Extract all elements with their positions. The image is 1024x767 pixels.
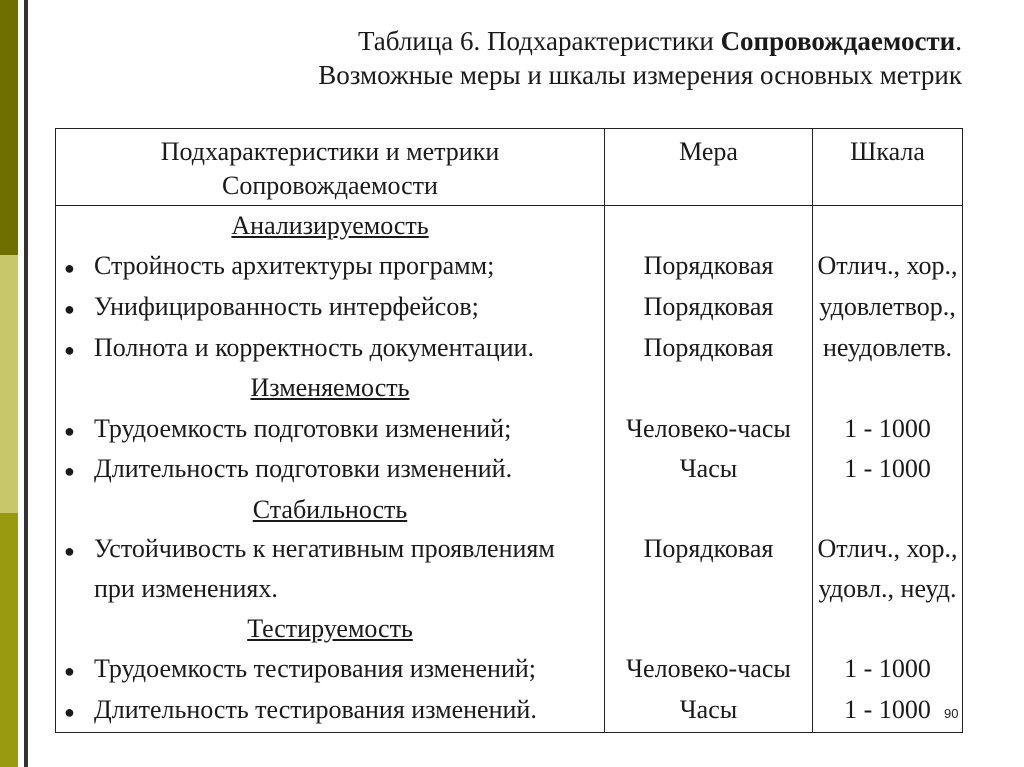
metrics-table [55,128,963,733]
metric-item [56,246,604,286]
page-number: 90 [944,706,959,721]
header-measure: Мера [605,129,813,206]
bullet-icon: ● [64,541,75,562]
metric-item [56,529,604,569]
section-heading: Анализируемость [231,211,429,240]
header-col1-line2: Сопровождаемости [222,171,438,200]
decor-bar-bottom [0,513,18,767]
column-scale [813,206,963,733]
metric-label: Стройность архитектуры программ; [94,251,495,280]
metric-label: Полнота и корректность документации. [94,333,534,362]
decor-bar-middle [0,255,18,513]
title-suffix: . [955,26,962,56]
bullet-icon: ● [64,421,75,442]
scale-value: 1 - 1000 [844,654,931,683]
measure-value: Часы [679,695,738,724]
table-body-row [56,206,963,733]
header-scale: Шкала [813,129,963,206]
metric-label: Трудоемкость тестирования изменений; [94,654,537,683]
scale-value: 1 - 1000 [844,454,931,483]
measure-value: Порядковая [643,292,774,321]
measure-value: Человеко-часы [626,414,791,443]
metric-item [56,409,604,449]
metric-item [56,449,604,489]
title-prefix: Таблица 6. Подхарактеристики [357,26,721,56]
metric-label: Унифицированность интерфейсов; [94,292,479,321]
title-line-1 [0,24,962,58]
metric-item [56,649,604,689]
section-heading: Стабильность [252,495,408,524]
bullet-icon: ● [64,340,75,361]
slide-title [0,24,1024,92]
bullet-icon: ● [64,702,75,723]
measure-value: Порядковая [643,251,774,280]
scale-value: Отлич., хор., [817,534,958,563]
metric-label: Трудоемкость подготовки изменений; [94,414,512,443]
column-metrics [56,206,605,733]
column-measure [605,206,813,733]
measure-value: Порядковая [643,333,774,362]
metric-label: Длительность тестирования изменений. [94,695,537,724]
scale-value: неудовлетв. [823,333,952,362]
decor-vertical-line [24,0,28,767]
bullet-icon: ● [64,299,75,320]
scale-value: 1 - 1000 [844,414,931,443]
scale-value: удовлетвор., [819,292,956,321]
header-subcharacteristics [56,129,605,206]
bullet-icon: ● [64,258,75,279]
scale-value: Отлич., хор., [817,251,958,280]
bullet-icon: ● [64,661,75,682]
metric-label: Устойчивость к негативным проявлениям [94,534,555,563]
measure-value: Часы [679,454,738,483]
title-bold: Сопровождаемости [720,26,956,56]
metric-item [56,328,604,368]
header-col1-line1: Подхарактеристики и метрики [160,137,500,166]
scale-value: 1 - 1000 [844,695,931,724]
metric-item [56,690,604,730]
section-heading: Изменяемость [250,373,410,402]
table-header-row [56,129,963,206]
measure-value: Человеко-часы [626,654,791,683]
scale-value: удовл., неуд. [818,574,957,603]
title-line-2: Возможные меры и шкалы измерения основных метрик [318,60,962,90]
measure-value: Порядковая [643,534,774,563]
metric-label: Длительность подготовки изменений. [94,454,513,483]
section-heading: Тестируемость [247,614,413,643]
metric-item-continuation: при изменениях. [94,574,278,603]
bullet-icon: ● [64,461,75,482]
metric-item [56,287,604,327]
